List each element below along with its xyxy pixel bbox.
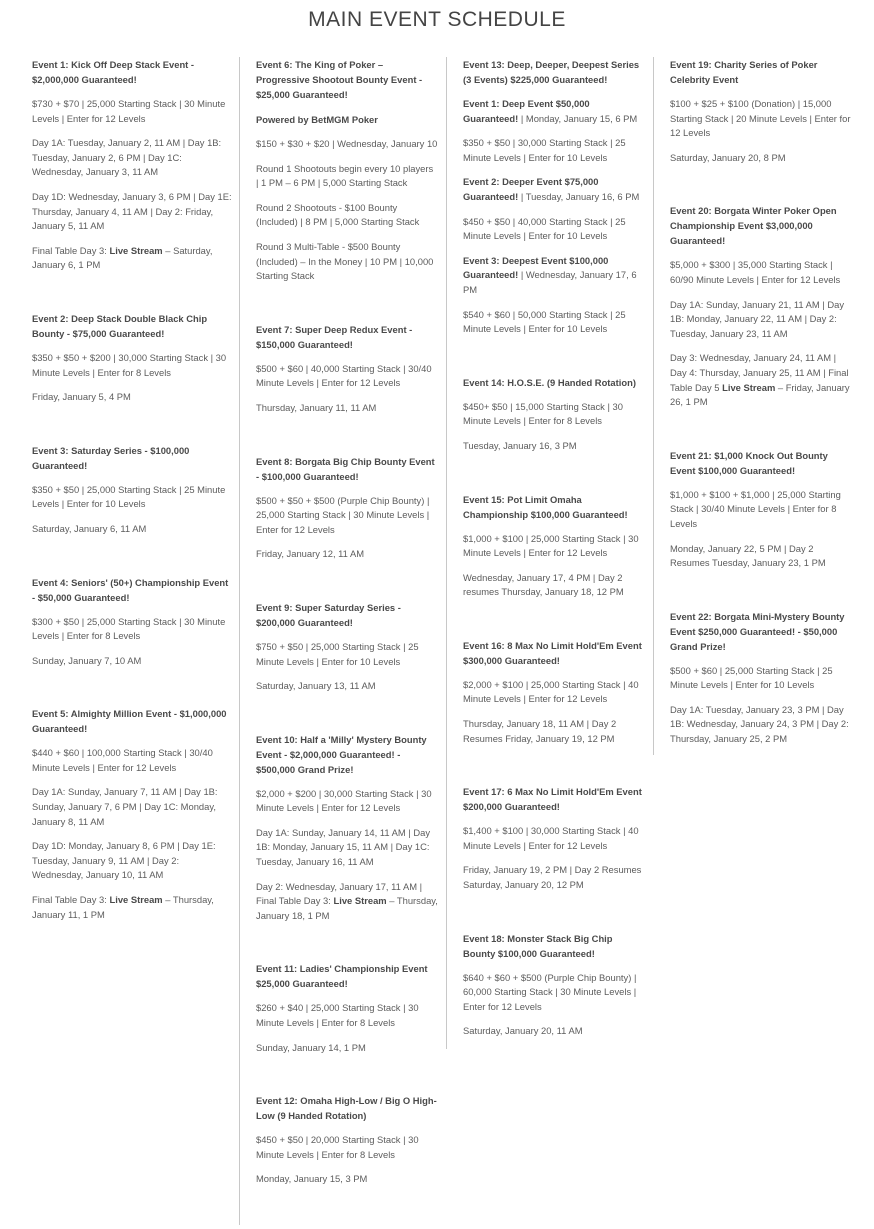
event-buyin: $1,000 + $100 | 25,000 Starting Stack | 30 Minute Levels | Enter for 12 Levels (463, 532, 639, 559)
event-buyin: $150 + $30 + $20 | Wednesday, January 10 (256, 138, 438, 149)
event-card (670, 609, 860, 747)
event-title: Event 13: Deep, Deeper, Deepest Series (3 Events) $225,000 Guaranteed! (463, 59, 640, 85)
event-title: Event 22: Borgata Mini-Mystery Bounty Event $250,000 Guaranteed! - $50,000 Grand Prize! (670, 610, 845, 652)
event-buyin: $100 + $25 + $100 (Donation) | 15,000 Starting Stack | 20 Minute Levels | Enter for 12 Levels (670, 98, 851, 139)
event-title: Event 15: Pot Limit Omaha Championship $100,000 Guaranteed! (463, 493, 628, 520)
schedule-column-1 (32, 57, 240, 927)
event-title: Event 9: Super Saturday Series - $200,000 Guaranteed! (256, 601, 401, 628)
event-schedule: Day 1A: Sunday, January 21, 11 AM | Day 1B: Monday, January 22, 11 AM | Day 2: Tuesday, January 23, 11 AM (670, 298, 845, 339)
event-title: Event 6: The King of Poker – Progressive Shootout Bounty Event - $25,000 Guaranteed! (256, 59, 423, 100)
event-title: Event 20: Borgata Winter Poker Open Championship Event $3,000,000 Guaranteed! (670, 205, 837, 247)
event-title: Event 18: Monster Stack Big Chip Bounty $100,000 Guaranteed! (463, 932, 613, 959)
event-schedule: Tuesday, January 16, 3 PM (463, 439, 577, 451)
live-stream-label: Live Stream (109, 244, 163, 256)
event-buyin: $450 + $50 | 20,000 Starting Stack | 30 Minute Levels | Enter for 8 Levels (256, 1134, 419, 1160)
event-buyin: $260 + $40 | 25,000 Starting Stack | 30 Minute Levels | Enter for 8 Levels (256, 1002, 419, 1029)
event-card (256, 961, 446, 1055)
event-buyin: $540 + $60 | 50,000 Starting Stack | 25 Minute Levels | Enter for 10 Levels (463, 308, 626, 335)
event-buyin: $1,000 + $100 + $1,000 | 25,000 Starting Stack | 30/40 Minute Levels | Enter for 8 Levels (670, 488, 841, 529)
event-buyin: $440 + $60 | 100,000 Starting Stack | 30/40 Minute Levels | Enter for 12 Levels (32, 747, 213, 773)
event-schedule: Friday, January 12, 11 AM (256, 548, 365, 560)
event-round: Round 2 Shootouts - $100 Bounty (Included) | 8 PM | 5,000 Starting Stack (256, 201, 420, 228)
event-title: Event 10: Half a 'Milly' Mystery Bounty Event - $2,000,000 Guaranteed! - $500,000 Grand Prize! (256, 733, 427, 775)
event-card (463, 931, 654, 1039)
page-title: MAIN EVENT SCHEDULE (308, 8, 566, 31)
event-buyin: $350 + $50 | 30,000 Starting Stack | 25 Minute Levels | Enter for 10 Levels (463, 137, 626, 163)
event-schedule: Day 1D: Wednesday, January 3, 6 PM | Day 1E: Thursday, January 4, 11 AM | Day 2: Friday, January 5, 11 AM (32, 190, 232, 232)
sub-event-title: Event 3: Deepest Event $100,000 Guaranteed! | Wednesday, January 17, 6 PM (463, 254, 637, 295)
event-round: Round 3 Multi-Table - $500 Bounty (Included) – In the Money | 10 PM | 10,000 Starting Stack (256, 240, 434, 282)
event-title: Event 2: Deep Stack Double Black Chip Bounty - $75,000 Guaranteed! (32, 312, 208, 339)
event-card (463, 492, 654, 600)
event-buyin: $730 + $70 | 25,000 Starting Stack | 30 Minute Levels | Enter for 12 Levels (32, 98, 226, 124)
event-buyin: $2,000 + $100 | 25,000 Starting Stack | 40 Minute Levels | Enter for 12 Levels (463, 678, 639, 705)
event-title: Event 14: H.O.S.E. (9 Handed Rotation) (463, 376, 636, 388)
event-buyin: $500 + $60 | 40,000 Starting Stack | 30/40 Minute Levels | Enter for 12 Levels (256, 362, 432, 389)
event-schedule: Friday, January 19, 2 PM | Day 2 Resumes Saturday, January 20, 12 PM (463, 864, 642, 891)
event-schedule: Wednesday, January 17, 4 PM | Day 2 resumes Thursday, January 18, 12 PM (463, 571, 624, 598)
event-title: Event 17: 6 Max No Limit Hold'Em Event $200,000 Guaranteed! (463, 786, 642, 813)
event-card (256, 732, 446, 924)
event-title: Event 12: Omaha High-Low / Big O High-Low (9 Handed Rotation) (256, 1095, 437, 1122)
event-card (256, 322, 446, 416)
event-card (463, 784, 654, 892)
sub-event-title: Event 1: Deep Event $50,000 Guaranteed! | Monday, January 15, 6 PM (463, 98, 638, 124)
live-stream-label: Live Stream (109, 894, 163, 906)
event-buyin: $2,000 + $200 | 30,000 Starting Stack | 30 Minute Levels | Enter for 12 Levels (256, 787, 432, 814)
event-final-table: Final Table Day 3: Live Stream – Saturday, January 6, 1 PM (32, 244, 213, 271)
event-card (32, 575, 240, 669)
event-sponsor: Powered by BetMGM Poker (256, 114, 378, 125)
event-schedule: Sunday, January 7, 10 AM (32, 654, 142, 666)
event-card (256, 57, 446, 284)
event-schedule: Thursday, January 18, 11 AM | Day 2 Resumes Friday, January 19, 12 PM (463, 718, 617, 744)
event-schedule: Sunday, January 14, 1 PM (256, 1041, 366, 1053)
event-title: Event 21: $1,000 Knock Out Bounty Event $100,000 Guaranteed! (670, 449, 828, 476)
event-schedule: Day 1D: Monday, January 8, 6 PM | Day 1E: Tuesday, January 9, 11 AM | Day 2: Wednesday, January 10, 11 AM (32, 840, 216, 881)
event-buyin: $1,400 + $100 | 30,000 Starting Stack | 40 Minute Levels | Enter for 12 Levels (463, 825, 639, 851)
event-schedule: Saturday, January 13, 11 AM (256, 680, 376, 692)
event-title: Event 5: Almighty Million Event - $1,000,000 Guaranteed! (32, 708, 227, 735)
event-card (32, 57, 240, 273)
live-stream-label: Live Stream (722, 381, 776, 393)
event-title: Event 3: Saturday Series - $100,000 Guaranteed! (32, 444, 190, 471)
event-card (256, 454, 446, 562)
event-buyin: $350 + $50 + $200 | 30,000 Starting Stack | 30 Minute Levels | Enter for 8 Levels (32, 351, 227, 378)
event-schedule: Day 1A: Tuesday, January 2, 11 AM | Day 1B: Tuesday, January 2, 6 PM | Day 1C: Wednesday, January 3, 11 AM (32, 137, 222, 178)
live-stream-label: Live Stream (333, 895, 387, 907)
event-final-table: Day 3: Wednesday, January 24, 11 AM | Day 4: Thursday, January 25, 11 AM | Final Table Day 5 Live Stream – Friday, January 26, 1 PM (670, 352, 850, 408)
event-schedule: Day 1A: Sunday, January 7, 11 AM | Day 1B: Sunday, January 7, 6 PM | Day 1C: Monday, January 8, 11 AM (32, 786, 218, 827)
event-card (32, 706, 240, 922)
event-schedule: Day 1A: Sunday, January 14, 11 AM | Day 1B: Monday, January 15, 11 AM | Day 1C: Tuesday, January 16, 11 AM (256, 826, 431, 868)
event-title: Event 1: Kick Off Deep Stack Event - $2,000,000 Guaranteed! (32, 59, 195, 85)
event-schedule: Monday, January 22, 5 PM | Day 2 Resumes Tuesday, January 23, 1 PM (670, 542, 826, 569)
event-card (463, 375, 654, 454)
event-final-table: Day 2: Wednesday, January 17, 11 AM | Final Table Day 3: Live Stream – Thursday, January 18, 1 PM (256, 880, 438, 921)
event-schedule: Friday, January 5, 4 PM (32, 391, 131, 403)
event-buyin: $450+ $50 | 15,000 Starting Stack | 30 Minute Levels | Enter for 8 Levels (463, 400, 623, 427)
sub-event-title: Event 2: Deeper Event $75,000 Guaranteed! | Tuesday, January 16, 6 PM (463, 176, 640, 202)
event-title: Event 11: Ladies' Championship Event $25,000 Guaranteed! (256, 963, 428, 990)
event-schedule: Saturday, January 20, 11 AM (463, 1025, 583, 1037)
event-card (463, 638, 654, 746)
event-buyin: $500 + $50 + $500 (Purple Chip Bounty) | 25,000 Starting Stack | 30 Minute Levels | Enter for 12 Levels (256, 494, 430, 535)
event-buyin: $350 + $50 | 25,000 Starting Stack | 25 Minute Levels | Enter for 10 Levels (32, 483, 226, 510)
event-buyin: $500 + $60 | 25,000 Starting Stack | 25 Minute Levels | Enter for 10 Levels (670, 664, 833, 691)
event-card (670, 203, 860, 409)
column-divider (446, 57, 447, 1049)
event-schedule: Saturday, January 6, 11 AM (32, 522, 147, 534)
event-card (670, 57, 860, 165)
event-round: Round 1 Shootouts begin every 10 players | 1 PM – 6 PM | 5,000 Starting Stack (256, 162, 434, 189)
event-title: Event 16: 8 Max No Limit Hold'Em Event $300,000 Guaranteed! (463, 639, 642, 666)
event-buyin: $750 + $50 | 25,000 Starting Stack | 25 Minute Levels | Enter for 10 Levels (256, 640, 419, 667)
event-title: Event 7: Super Deep Redux Event - $150,000 Guaranteed! (256, 323, 413, 350)
event-buyin: $640 + $60 + $500 (Purple Chip Bounty) | 60,000 Starting Stack | 30 Minute Levels | Enter for 12 Levels (463, 971, 637, 1012)
event-card (256, 600, 446, 694)
event-card (670, 448, 860, 571)
event-schedule: Thursday, January 11, 11 AM (256, 401, 377, 413)
event-card (32, 311, 240, 405)
event-schedule: Saturday, January 20, 8 PM (670, 151, 786, 163)
schedule-column-3 (463, 57, 654, 1049)
event-title: Event 8: Borgata Big Chip Bounty Event - $100,000 Guaranteed! (256, 455, 435, 482)
event-schedule: Day 1A: Tuesday, January 23, 3 PM | Day 1B: Wednesday, January 24, 3 PM | Day 2: Thursday, January 25, 2 PM (670, 703, 849, 745)
event-buyin: $300 + $50 | 25,000 Starting Stack | 30 Minute Levels | Enter for 8 Levels (32, 615, 226, 642)
event-schedule: Monday, January 15, 3 PM (256, 1173, 368, 1185)
event-buyin: $5,000 + $300 | 35,000 Starting Stack | 60/90 Minute Levels | Enter for 12 Levels (670, 259, 841, 285)
event-final-table: Final Table Day 3: Live Stream – Thursday, January 11, 1 PM (32, 894, 214, 920)
event-buyin: $450 + $50 | 40,000 Starting Stack | 25 Minute Levels | Enter for 10 Levels (463, 215, 626, 242)
event-title: Event 19: Charity Series of Poker Celebrity Event (670, 59, 818, 85)
event-card (256, 1093, 446, 1187)
event-card (463, 57, 654, 337)
event-card (32, 443, 240, 537)
event-title: Event 4: Seniors' (50+) Championship Event - $50,000 Guaranteed! (32, 576, 229, 603)
